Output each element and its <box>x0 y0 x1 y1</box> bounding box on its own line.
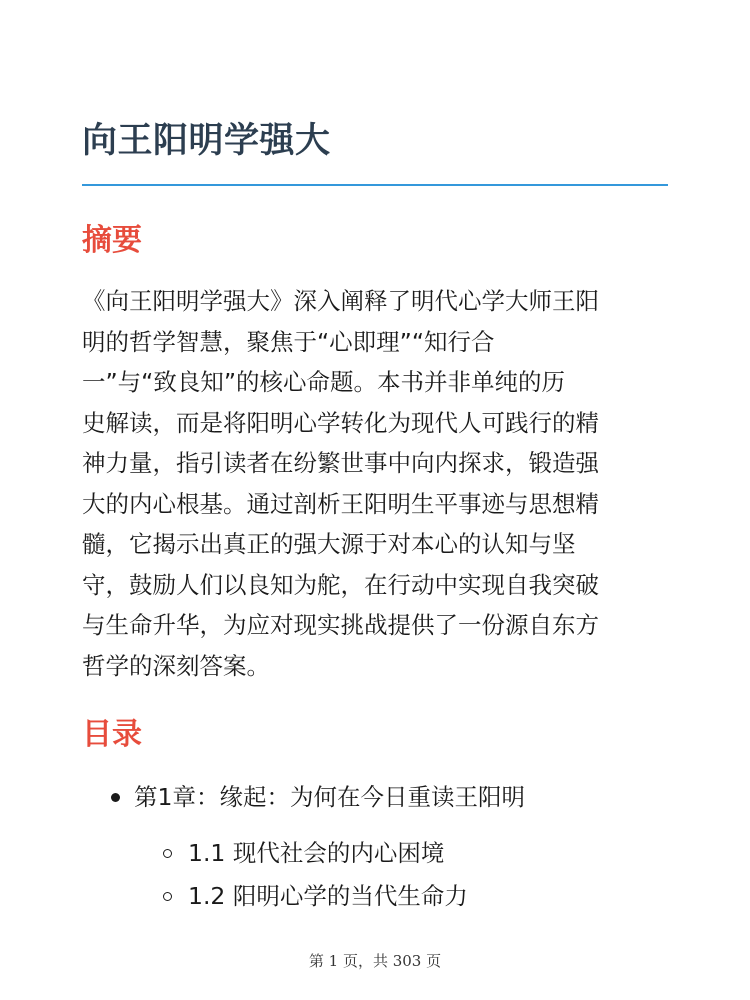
toc-section-link[interactable]: 1.2 阳明心学的当代生命力 <box>188 882 468 910</box>
summary-line: 一”与“致良知”的核心命题。本书并非单纯的历 <box>82 368 566 396</box>
toc-heading: 目录 <box>82 717 142 752</box>
summary-line: 神力量，指引读者在纷繁世事中向内探求，锻造强 <box>82 449 599 477</box>
summary-line: 守，鼓励人们以良知为舵，在行动中实现自我突破 <box>82 570 599 599</box>
summary-line: 史解读，而是将阳明心学转化为现代人可践行的精 <box>82 408 599 437</box>
summary-line: 《向王阳明学强大》深入阐释了明代心学大师王阳 <box>82 287 599 315</box>
circle-bullet-icon <box>163 892 172 901</box>
summary-heading: 摘要 <box>82 223 142 258</box>
summary-line: 哲学的深刻答案。 <box>82 651 270 680</box>
document-title: 向王阳明学强大 <box>82 121 331 161</box>
summary-paragraph <box>82 281 668 686</box>
toc-chapter-link[interactable]: 第1章：缘起：为何在今日重读王阳明 <box>134 783 525 811</box>
summary-line: 明的哲学智慧，聚焦于“心即理”“知行合 <box>82 327 495 356</box>
title-divider <box>82 184 668 186</box>
summary-line: 与生命升华，为应对现实挑战提供了一份源自东方 <box>82 611 599 639</box>
page-number-footer: 第 1 页，共 303 页 <box>308 952 442 970</box>
summary-line: 髓，它揭示出真正的强大源于对本心的认知与坚 <box>82 530 576 558</box>
circle-bullet-icon <box>163 849 172 858</box>
summary-line: 大的内心根基。通过剖析王阳明生平事迹与思想精 <box>82 489 599 518</box>
toc-section-link[interactable]: 1.1 现代社会的内心困境 <box>188 839 445 867</box>
disc-bullet-icon <box>111 793 120 802</box>
